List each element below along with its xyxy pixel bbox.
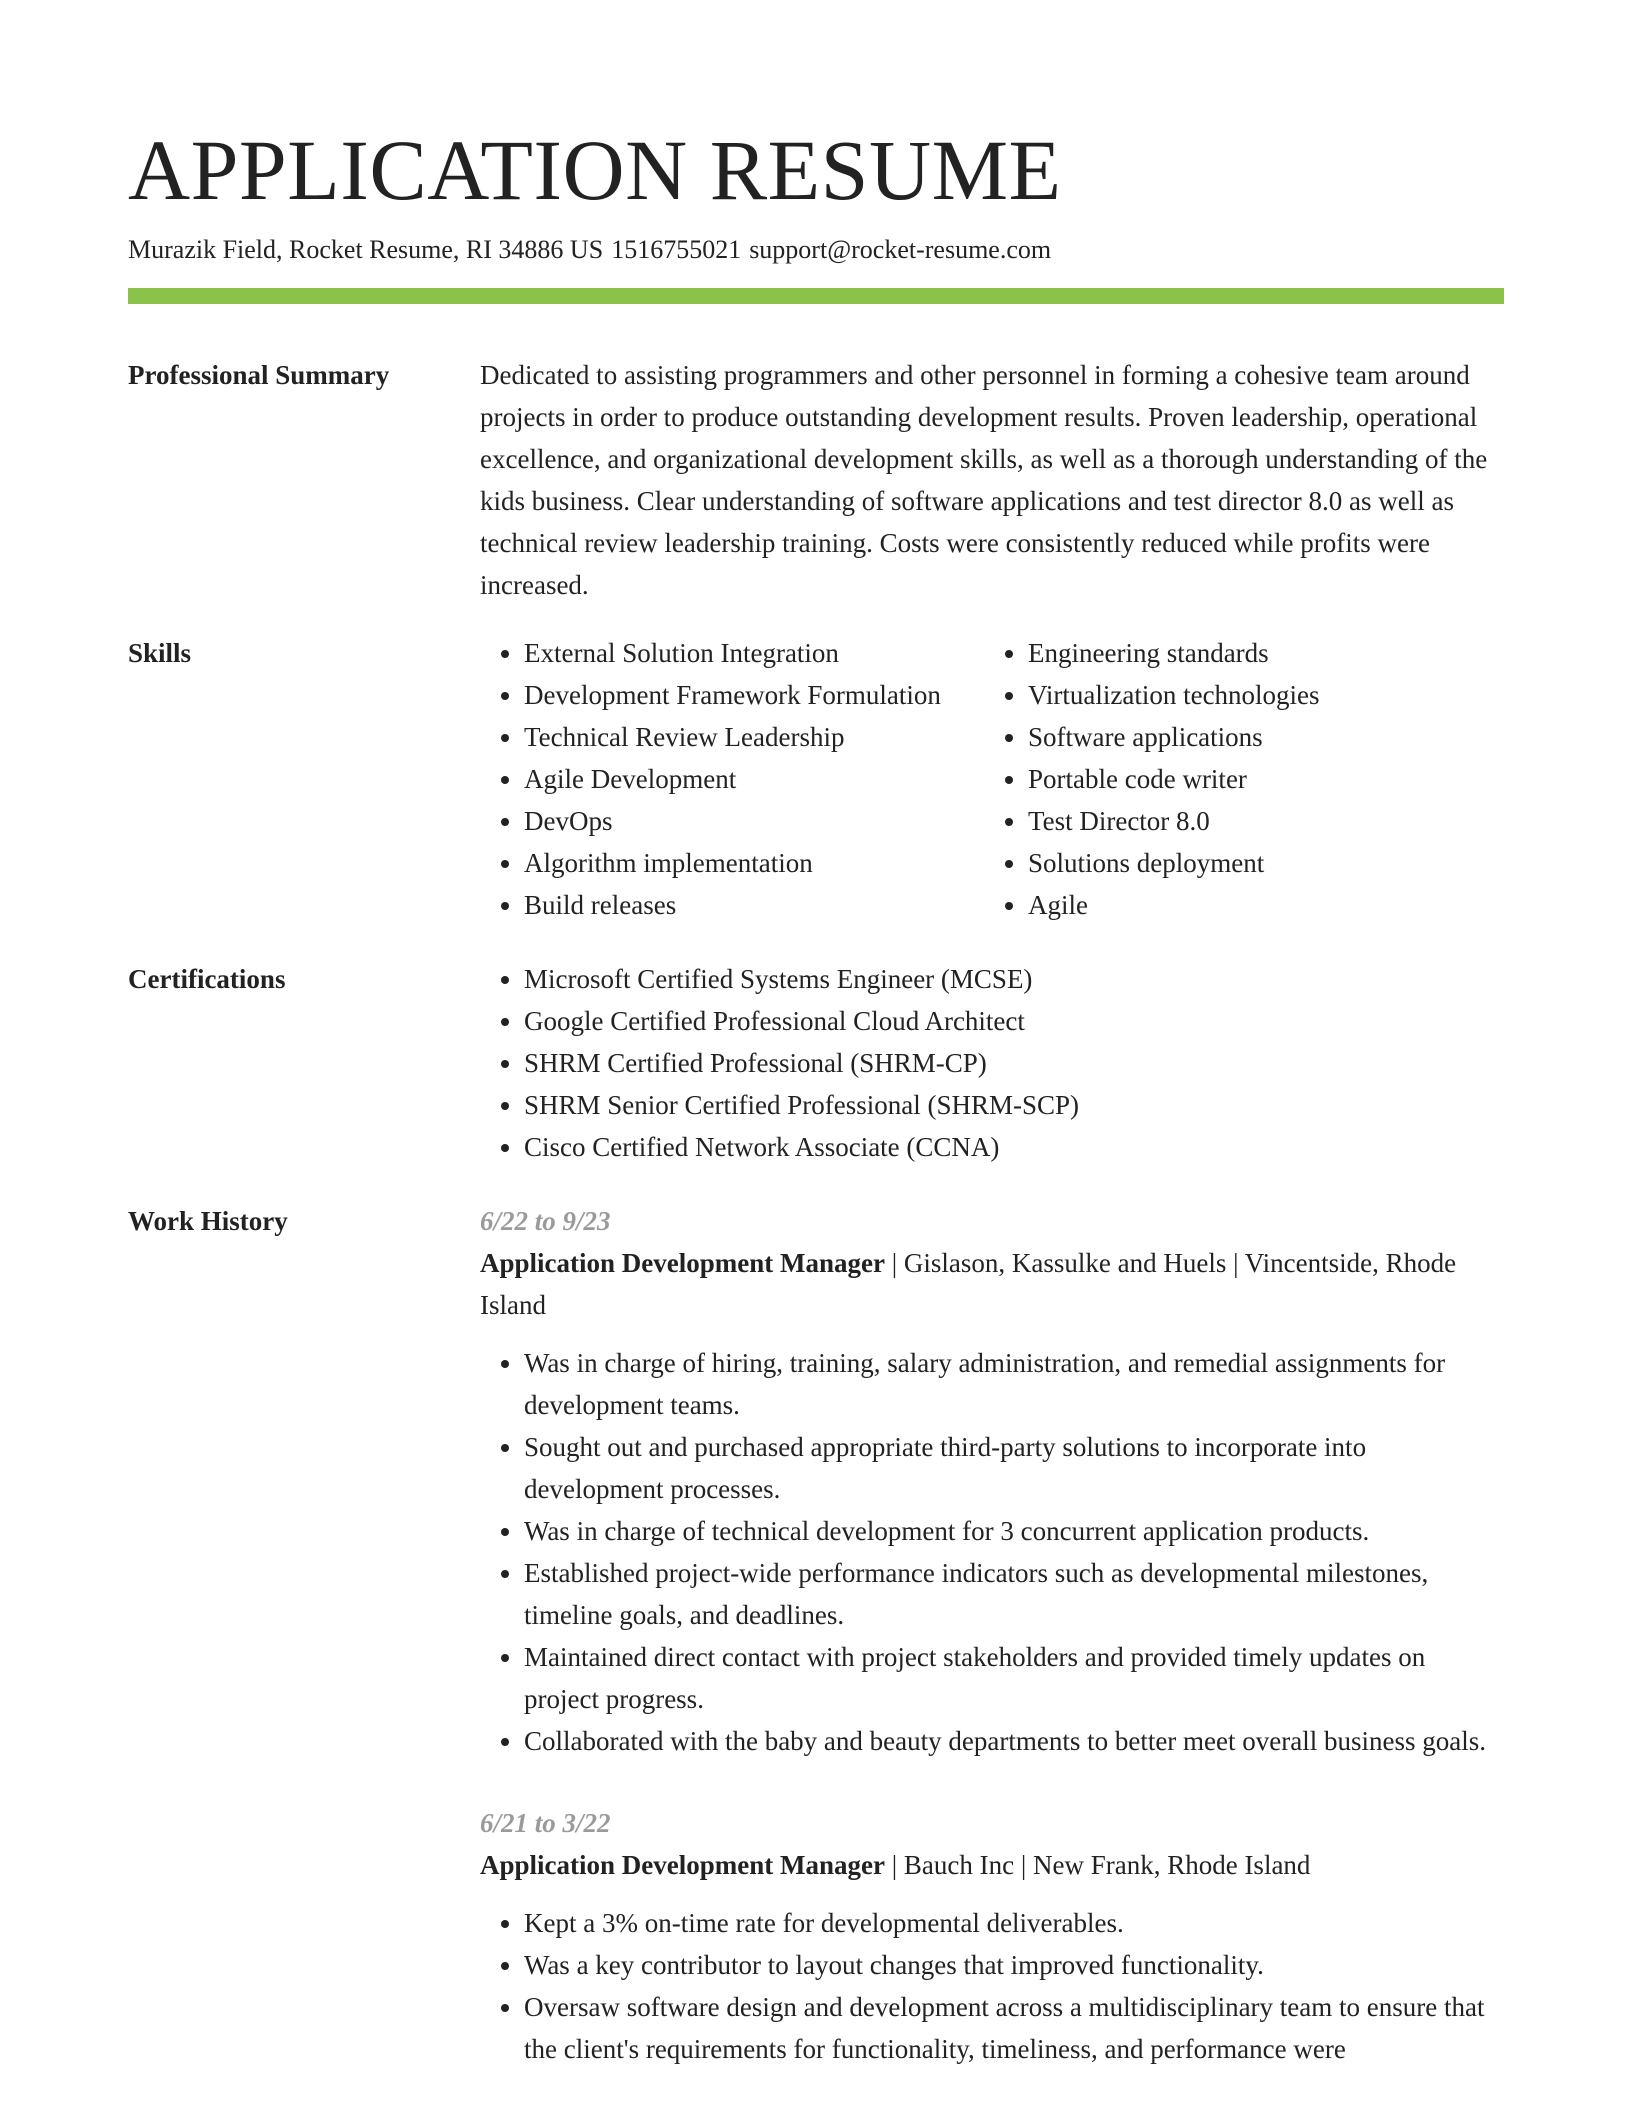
job-bullet: • Oversaw software design and development across a multidisciplinary team to ensure that the client's requirements for functionality, timeliness, and performance were	[524, 1986, 1504, 2070]
resume-title: APPLICATION RESUME	[128, 122, 1062, 218]
contact-email: support@rocket-resume.com	[749, 235, 1052, 264]
contact-phone: 1516755021	[611, 235, 742, 264]
job-details: | Gislason, Kassulke and Huels | Vincentside, Rhode Island	[480, 1248, 1457, 1320]
skill-item: • Portable code writer	[1028, 758, 1320, 800]
skill-item: • Solutions deployment	[1028, 842, 1320, 884]
certification-item: • SHRM Certified Professional (SHRM-CP)	[524, 1042, 1504, 1084]
contact-line	[128, 232, 1504, 268]
certifications-body	[480, 958, 1504, 1168]
job-entry	[480, 1200, 1504, 1762]
summary-body	[480, 354, 1504, 606]
job-bullet: • Established project-wide performance indicators such as developmental milestones, timeline goals, and deadlines.	[524, 1552, 1504, 1636]
job-bullets	[480, 1902, 1504, 2070]
job-bullet: • Maintained direct contact with project stakeholders and provided timely updates on project progress.	[524, 1636, 1504, 1720]
skill-item: • Engineering standards	[1028, 632, 1320, 674]
skill-item: • External Solution Integration	[524, 632, 984, 674]
certification-item: • Microsoft Certified Systems Engineer (MCSE)	[524, 958, 1504, 1000]
job-bullet: • Kept a 3% on-time rate for developmental deliverables.	[524, 1902, 1504, 1944]
skills-heading: Skills	[128, 638, 192, 668]
contact-address: Murazik Field, Rocket Resume, RI 34886 US	[128, 235, 604, 264]
skill-item: • DevOps	[524, 800, 984, 842]
work-history-section	[128, 1200, 1504, 2110]
job-title: Application Development Manager	[480, 1850, 885, 1880]
certification-item: • SHRM Senior Certified Professional (SHRM-SCP)	[524, 1084, 1504, 1126]
skills-list-right	[984, 632, 1320, 926]
job-dates: 6/22 to 9/23	[480, 1206, 611, 1236]
skill-item: • Test Director 8.0	[1028, 800, 1320, 842]
job-entry	[480, 1802, 1504, 2070]
job-heading	[480, 1242, 1504, 1326]
job-bullet: • Was in charge of hiring, training, salary administration, and remedial assignments for development teams.	[524, 1342, 1504, 1426]
skill-item: • Agile Development	[524, 758, 984, 800]
skill-item: • Virtualization technologies	[1028, 674, 1320, 716]
certifications-section	[128, 958, 1504, 1168]
certifications-list	[480, 958, 1504, 1168]
job-title: Application Development Manager	[480, 1248, 885, 1278]
skill-item: • Build releases	[524, 884, 984, 926]
certifications-heading: Certifications	[128, 964, 286, 994]
certification-item: • Google Certified Professional Cloud Architect	[524, 1000, 1504, 1042]
skills-list-left	[480, 632, 984, 926]
header-divider	[128, 288, 1504, 304]
job-bullet: • Collaborated with the baby and beauty departments to better meet overall business goals.	[524, 1720, 1504, 1762]
summary-heading: Professional Summary	[128, 360, 390, 390]
skill-item: • Technical Review Leadership	[524, 716, 984, 758]
skill-item: • Agile	[1028, 884, 1320, 926]
job-bullet: • Was in charge of technical development for 3 concurrent application products.	[524, 1510, 1504, 1552]
summary-section	[128, 354, 1504, 606]
skill-item: • Algorithm implementation	[524, 842, 984, 884]
skill-item: • Software applications	[1028, 716, 1320, 758]
resume-page	[128, 118, 1504, 2110]
work-history-heading: Work History	[128, 1206, 288, 1236]
skills-body	[480, 632, 1504, 926]
skill-item: • Development Framework Formulation	[524, 674, 984, 716]
job-bullet: • Was a key contributor to layout changes that improved functionality.	[524, 1944, 1504, 1986]
job-details: | Bauch Inc | New Frank, Rhode Island	[884, 1850, 1311, 1880]
skills-section	[128, 632, 1504, 926]
job-heading	[480, 1844, 1504, 1886]
job-dates: 6/21 to 3/22	[480, 1808, 611, 1838]
certification-item: • Cisco Certified Network Associate (CCNA)	[524, 1126, 1504, 1168]
job-bullet: • Sought out and purchased appropriate third-party solutions to incorporate into development processes.	[524, 1426, 1504, 1510]
summary-text: Dedicated to assisting programmers and other personnel in forming a cohesive team around projects in order to produce outstanding development results. Proven leadership, operational excellence, and organizational development skills, as well as a thorough understanding of the kids business. Clear understanding of software applications and test director 8.0 as well as technical review leadership training. Costs were consistently reduced while profits were increased.	[480, 360, 1488, 600]
work-history-body	[480, 1200, 1504, 2110]
job-bullets	[480, 1342, 1504, 1762]
